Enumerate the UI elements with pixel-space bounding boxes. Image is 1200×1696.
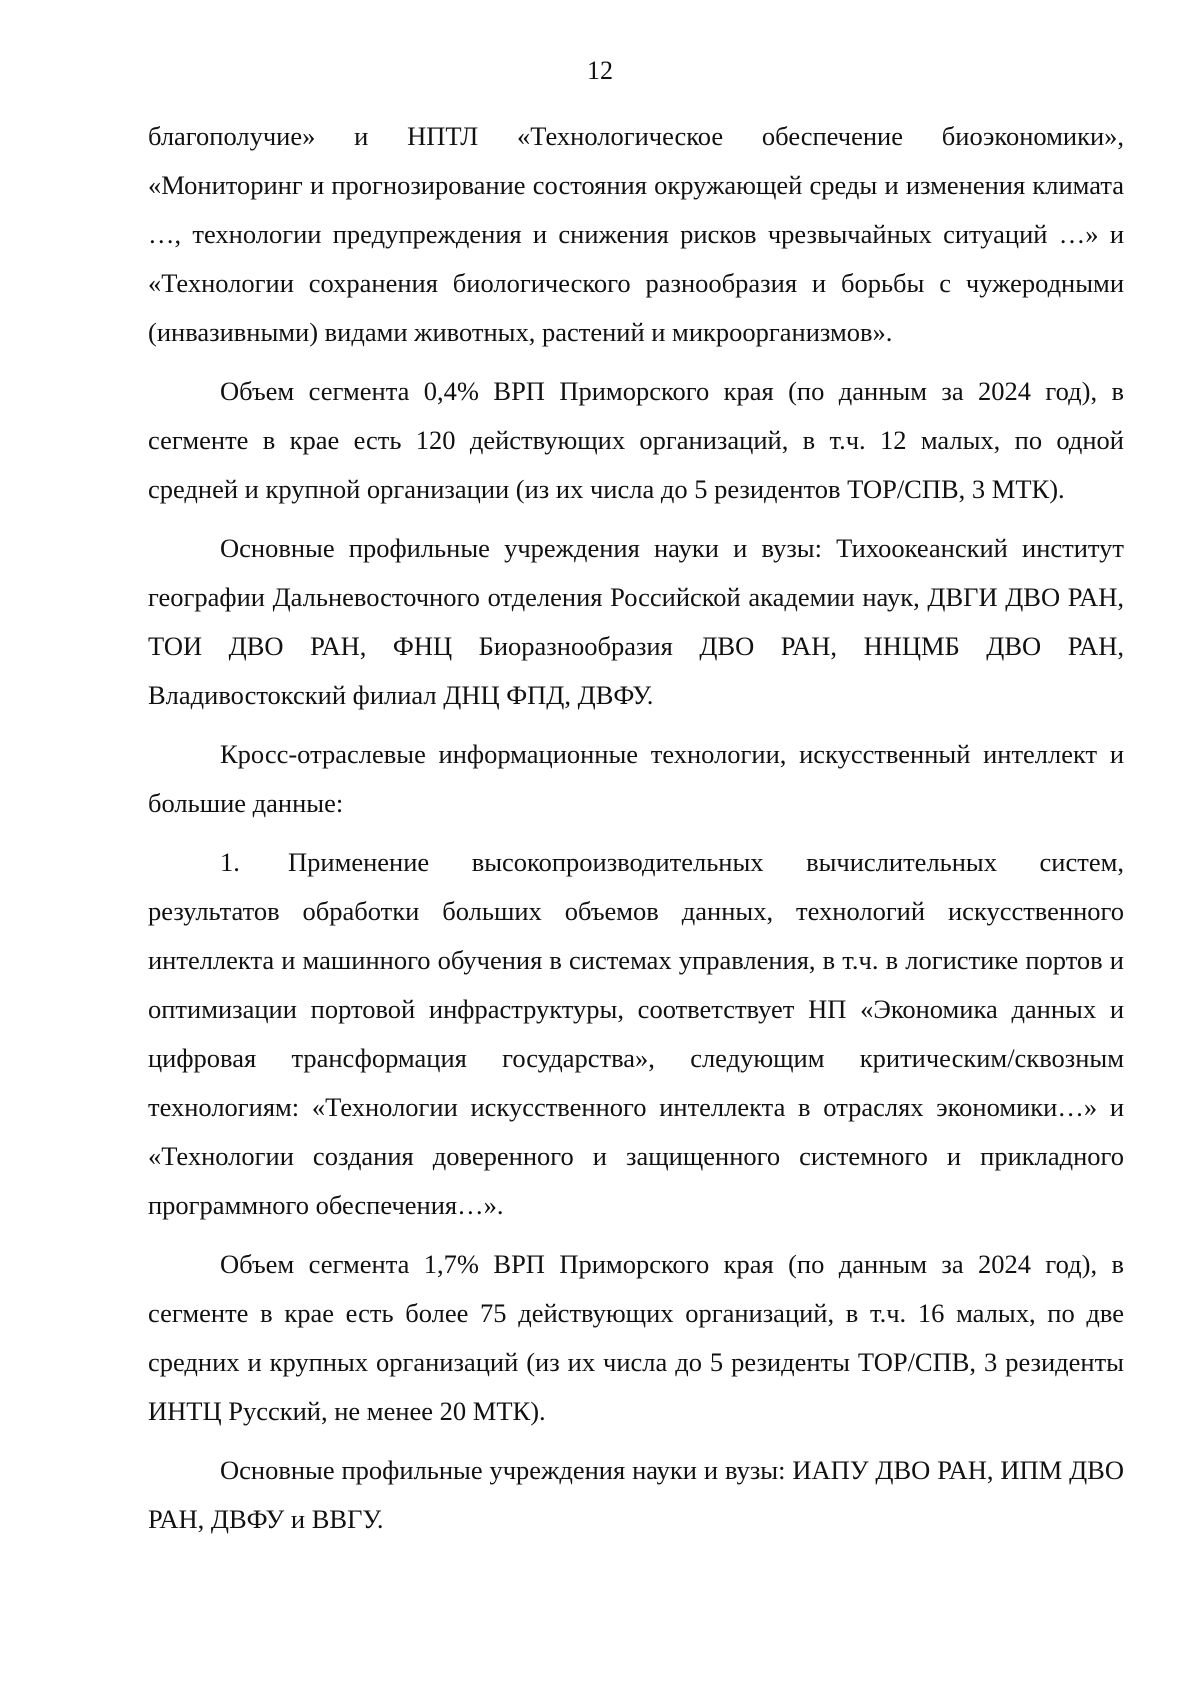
paragraph-segment-volume-it: Объем сегмента 1,7% ВРП Приморского края (по данным за 2024 год), в сегменте в крае есть более 75 действующих организаций, в т.ч. 16 малых, по две средних и крупных организаций (из их числа до 5 резиденты ТОР/СПВ, 3 резиденты ИНТЦ Русский, не менее 20 МТК). (148, 1249, 1124, 1426)
list-item-1 (148, 838, 1124, 1230)
paragraph-continuation: благополучие» и НПТЛ «Технологическое обеспечение биоэкономики», «Мониторинг и прогнозирование состояния окружающей среды и изменения климата …, технологии предупреждения и снижения рисков чрезвычайных ситуаций …» и «Технологии сохранения биологического разнообразия и борьбы с чужеродными (инвазивными) видами животных, растений и микроорганизмов». (148, 121, 1124, 347)
list-item-number: 1. (220, 847, 240, 877)
paragraph-segment-volume-ecology: Объем сегмента 0,4% ВРП Приморского края (по данным за 2024 год), в сегменте в крае есть 120 действующих организаций, в т.ч. 12 малых, по одной средней и крупной организации (из их числа до 5 резидентов ТОР/СПВ, 3 МТК). (148, 376, 1124, 504)
paragraph-section-heading-it: Кросс-отраслевые информационные технологии, искусственный интеллект и большие данные: (148, 739, 1124, 818)
page-number: 12 (587, 56, 613, 85)
list-item-text: Применение высокопроизводительных вычислительных систем, результатов обработки больших объемов данных, технологий искусственного интеллекта и машинного обучения в системах управления, в т.ч. в логистике портов и оптимизации портовой инфраструктуры, соответствует НП «Экономика данных и цифровая трансформация государства», следующим критическим/сквозным технологиям: «Технологии искусственного интеллекта в отраслях экономики…» и «Технологии создания доверенного и защищенного системного и прикладного программного обеспечения…». (148, 847, 1124, 1220)
paragraph-institutions-it: Основные профильные учреждения науки и вузы: ИАПУ ДВО РАН, ИПМ ДВО РАН, ДВФУ и ВВГУ. (148, 1455, 1124, 1534)
document-body (148, 112, 1124, 1554)
paragraph-institutions-ecology: Основные профильные учреждения науки и вузы: Тихоокеанский институт географии Дальневосточного отделения Российской академии наук, ДВГИ ДВО РАН, ТОИ ДВО РАН, ФНЦ Биоразнообразия ДВО РАН, ННЦМБ ДВО РАН, Владивостокский филиал ДНЦ ФПД, ДВФУ. (148, 533, 1124, 710)
